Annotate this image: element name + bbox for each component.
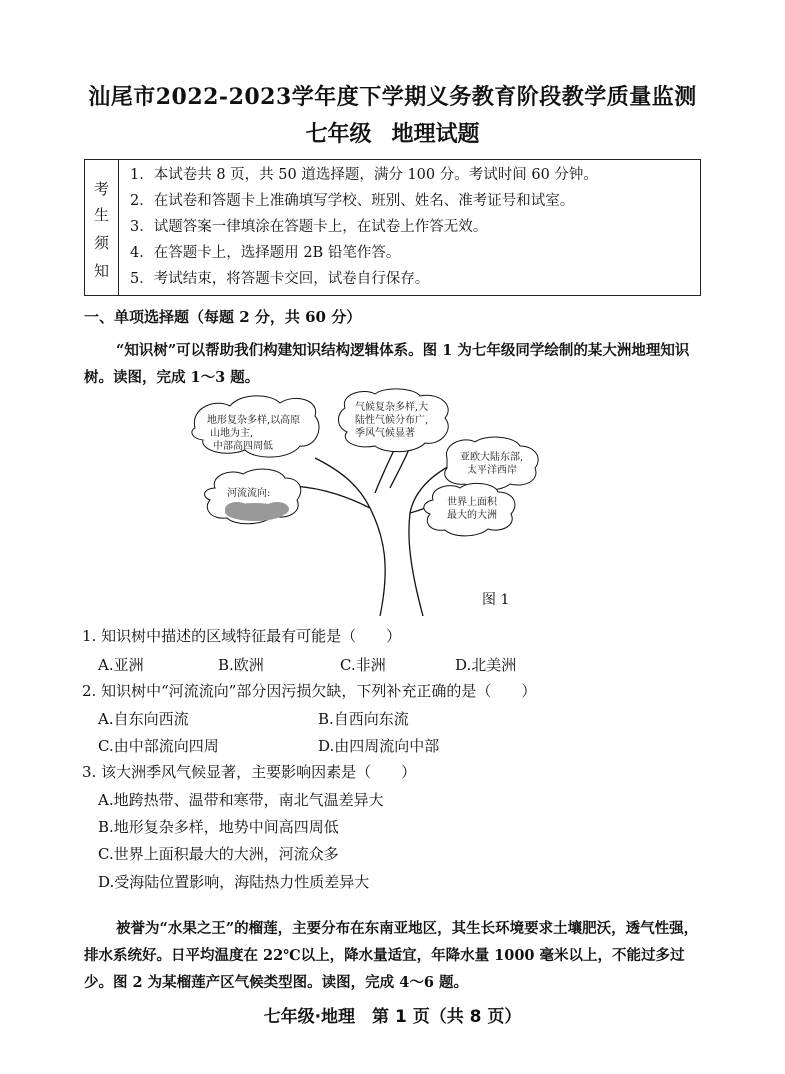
cloud-text: 陆性气候分布广, [355,415,429,426]
option-b: B.自西向东流 [318,710,409,728]
cloud-top [339,389,449,452]
section-intro: “知识树”可以帮助我们构建知识结构逻辑体系。图 1 为七年级同学绘制的某大洲地理知识树。读图，完成 1～3 题。 [84,342,690,386]
notice-item: 5．考试结束，将答题卡交回，试卷自行保存。 [130,271,430,287]
smudge-stain [265,502,289,516]
option-d: D.北美洲 [455,656,517,674]
option-c: C.由中部流向四周 [98,737,219,755]
question-stem: 2. 知识树中“河流流向”部分因污损欠缺，下列补充正确的是（ ） [82,682,537,700]
notice-side-char: 生 [93,206,109,224]
cloud-text: 山地为主, [210,428,254,439]
notice-side-label [85,160,119,295]
exam-title: 汕尾市2022-2023学年度下学期义务教育阶段教学质量监测 [88,84,697,110]
cloud-text: 最大的大洲 [447,510,497,521]
figure-caption: 图 1 [482,592,510,608]
notice-item: 2．在试卷和答题卡上准确填写学校、班别、姓名、准考证号和试室。 [130,193,575,209]
cloud-left-mid [205,469,301,524]
option-b: B.欧洲 [218,656,264,674]
option-d: D.受海陆位置影响，海陆热力性质差异大 [98,873,370,891]
cloud-text: 世界上面积 [447,497,497,508]
option-c: C.世界上面积最大的大洲，河流众多 [98,845,339,863]
cloud-text: 气候复杂多样,大 [355,402,429,413]
question-stem: 3. 该大洲季风气候显著，主要影响因素是（ ） [82,763,417,781]
notice-item: 3．试题答案一律填涂在答题卡上，在试卷上作答无效。 [130,219,488,235]
question-stem: 1. 知识树中描述的区域特征最有可能是（ ） [82,627,402,645]
cloud-right-mid [424,483,515,536]
notice-item: 1．本试卷共 8 页，共 50 道选择题，满分 100 分。考试时间 60 分钟。 [130,167,598,183]
option-a: A.自东向西流 [98,710,189,728]
section-heading: 一、单项选择题（每题 2 分，共 60 分） [84,308,362,326]
cloud-left-top [192,396,319,457]
page-footer: 七年级·地理 第 1 页（共 8 页） [263,1007,522,1027]
exam-notice-box [84,159,701,296]
option-d: D.由四周流向中部 [318,737,440,755]
option-a: A.地跨热带、温带和寒带，南北气温差异大 [98,791,384,809]
option-c: C.非洲 [340,656,386,674]
section-intro: 被誉为“水果之王”的榴莲，主要分布在东南亚地区，其生长环境要求土壤肥沃，透气性强，排水系统好。日平均温度在 22℃以上，降水量适宜，年降水量 1000 毫米以上，不能过多过少。图 2 为某榴莲产区气候类型图。读图，完成 4～6 题。 [84,920,699,991]
notice-side-char: 知 [93,262,109,280]
notice-item: 4．在答题卡上，选择题用 2B 铅笔作答。 [130,245,401,261]
cloud-right-top [445,437,538,490]
option-a: A.亚洲 [98,656,144,674]
option-b: B.地形复杂多样，地势中间高四周低 [98,818,339,836]
notice-side-char: 考 [93,180,109,198]
cloud-text: 中部高四周低 [213,441,273,452]
cloud-text: 季风气候显著 [355,428,415,439]
cloud-text: 河流流向: [227,488,271,499]
notice-side-char: 须 [93,234,109,252]
cloud-text: 亚欧大陆东部, [460,452,524,463]
smudge-stain [225,502,249,516]
exam-subtitle [0,117,785,148]
cloud-text: 地形复杂多样,以高原 [207,415,301,426]
cloud-text: 太平洋西岸 [467,465,517,476]
subject-label: 地理试题 [391,121,480,147]
knowledge-tree-figure [185,388,545,616]
grade-label: 七年级 [305,121,372,147]
notice-items [130,162,598,292]
